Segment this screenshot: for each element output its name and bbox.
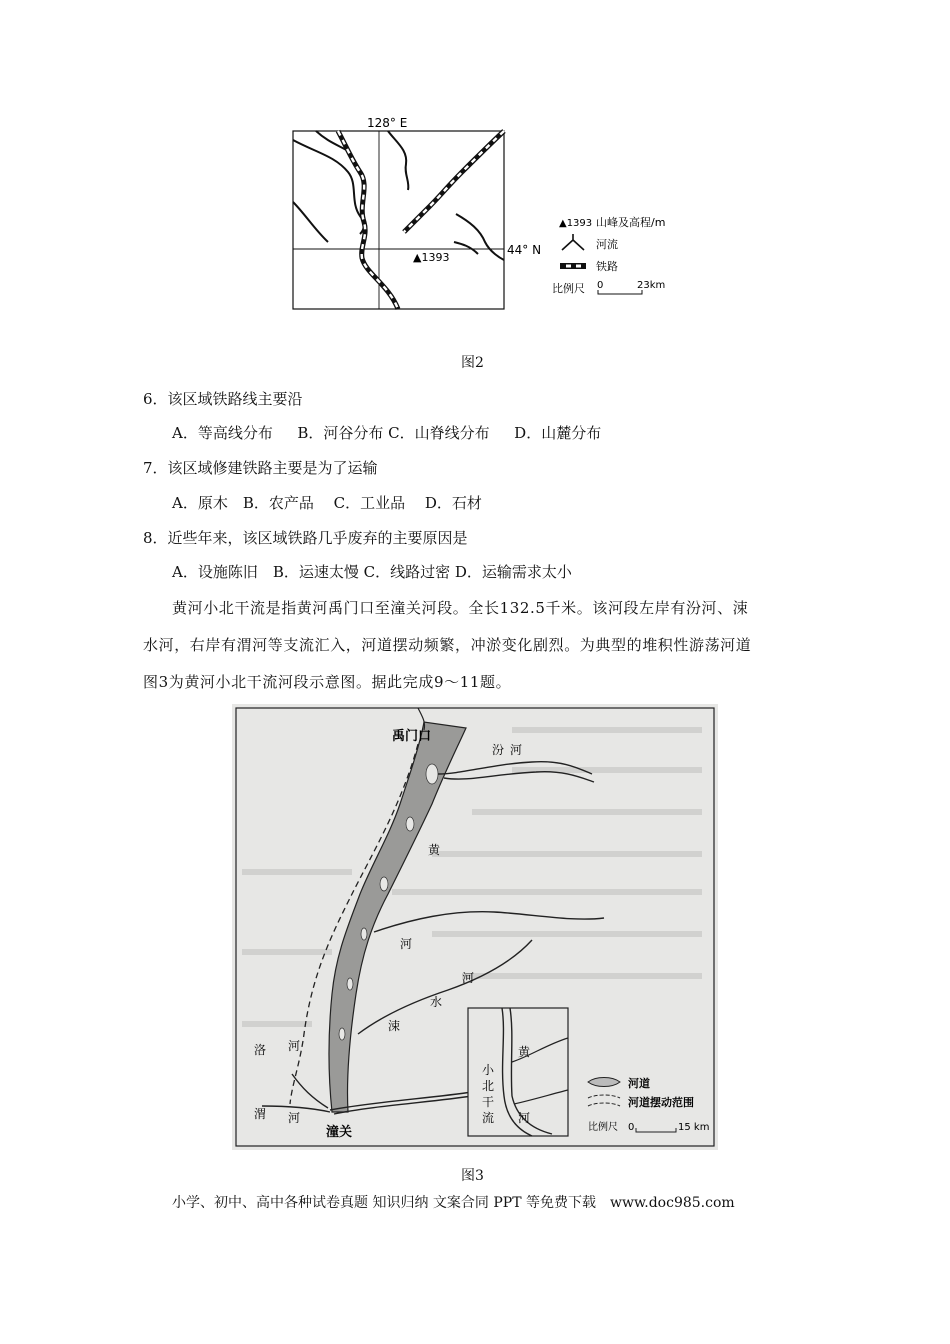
- figure2-map: [280, 112, 700, 317]
- inset-map: [468, 1008, 568, 1136]
- label-huang: 黄: [428, 843, 441, 857]
- question-7-options: A．原木 B．农产品 C．工业品 D．石材: [172, 494, 482, 512]
- label-wei: 渭: [254, 1107, 267, 1121]
- label-he-su: 河: [462, 971, 475, 985]
- inset-label-gan: 干: [482, 1095, 495, 1109]
- river-channel: [329, 722, 466, 1112]
- peak-label: ▲1393: [413, 251, 450, 264]
- legend-railway-label: 铁路: [596, 260, 618, 273]
- passage-line-3: 图3为黄河小北干流河段示意图。据此完成9～11题。: [143, 673, 512, 691]
- label-tongguan: 潼关: [326, 1125, 353, 1140]
- legend-peak-symbol: ▲1393: [559, 218, 593, 229]
- figure2-caption: 图2: [461, 355, 484, 371]
- railways: [338, 131, 504, 309]
- question-8-options: A．设施陈旧 B．运速太慢 C．线路过密 D．运输需求太小: [172, 563, 572, 581]
- passage-line-1: 黄河小北干流是指黄河禹门口至潼关河段。全长132.5千米。该河段左岸有汾河、涑: [172, 599, 749, 617]
- figure3-legend: [588, 1076, 709, 1133]
- legend-peak-label: 山峰及高程/m: [596, 216, 666, 229]
- longitude-label: 128° E: [367, 116, 408, 130]
- legend-scale-label: 比例尺: [552, 282, 585, 295]
- label-fen-he: 河: [510, 743, 523, 757]
- figure2-legend: [552, 215, 665, 295]
- passage-line-2: 水河，右岸有渭河等支流汇入，河道摆动频繁，冲淤变化剧烈。为典型的堆积性游荡河道: [143, 636, 752, 654]
- legend-swing-label: 河道摆动范围: [628, 1096, 694, 1109]
- figure3-map: [232, 704, 718, 1150]
- question-6-options: A．等高线分布 B．河谷分布 C．山脊线分布 D．山麓分布: [172, 424, 602, 442]
- inset-label-xiao: 小: [482, 1063, 495, 1077]
- legend-channel-icon: [588, 1078, 620, 1087]
- figure3-caption: 图3: [461, 1168, 484, 1184]
- footer-text: 小学、初中、高中各种试卷真题 知识归纳 文案合同 PPT 等免费下载 www.doc985.com: [172, 1195, 735, 1211]
- label-luo-he: 河: [288, 1039, 301, 1053]
- label-wei-he: 河: [288, 1111, 301, 1125]
- label-yumenkou: 禹门口: [392, 729, 432, 744]
- legend-scale-bar: [636, 1128, 676, 1132]
- legend-scale-label: 比例尺: [588, 1122, 618, 1133]
- inset-label-bei: 北: [482, 1079, 495, 1093]
- question-7-stem: 7．该区域修建铁路主要是为了运输: [143, 459, 378, 477]
- inset-label-liu: 流: [482, 1111, 495, 1125]
- label-he-main: 河: [400, 937, 413, 951]
- label-fen: 汾: [492, 743, 505, 757]
- legend-scale-distance: 15 km: [678, 1122, 710, 1133]
- latitude-label: 44° N: [507, 243, 542, 257]
- legend-river-icon: [562, 234, 584, 250]
- legend-scale-distance: 23km: [637, 280, 666, 291]
- legend-scale-zero: 0: [597, 280, 604, 291]
- question-8-stem: 8．近些年来，该区域铁路几乎废弃的主要原因是: [143, 529, 468, 547]
- legend-swing-icon: [588, 1095, 620, 1106]
- legend-scale-bar: [598, 290, 642, 294]
- map-frame: [293, 131, 504, 309]
- label-luo: 洛: [254, 1043, 267, 1057]
- inset-label-he: 河: [518, 1111, 531, 1125]
- inset-label-huang: 黄: [518, 1045, 531, 1059]
- question-6-stem: 6．该区域铁路线主要沿: [143, 390, 303, 408]
- legend-railway-icon: [560, 263, 586, 269]
- legend-river-label: 河流: [596, 238, 618, 251]
- legend-scale-zero: 0: [628, 1122, 635, 1133]
- legend-channel-label: 河道: [628, 1077, 650, 1090]
- rivers: [293, 131, 504, 260]
- label-shui: 水: [430, 995, 443, 1009]
- label-su: 涑: [388, 1019, 401, 1033]
